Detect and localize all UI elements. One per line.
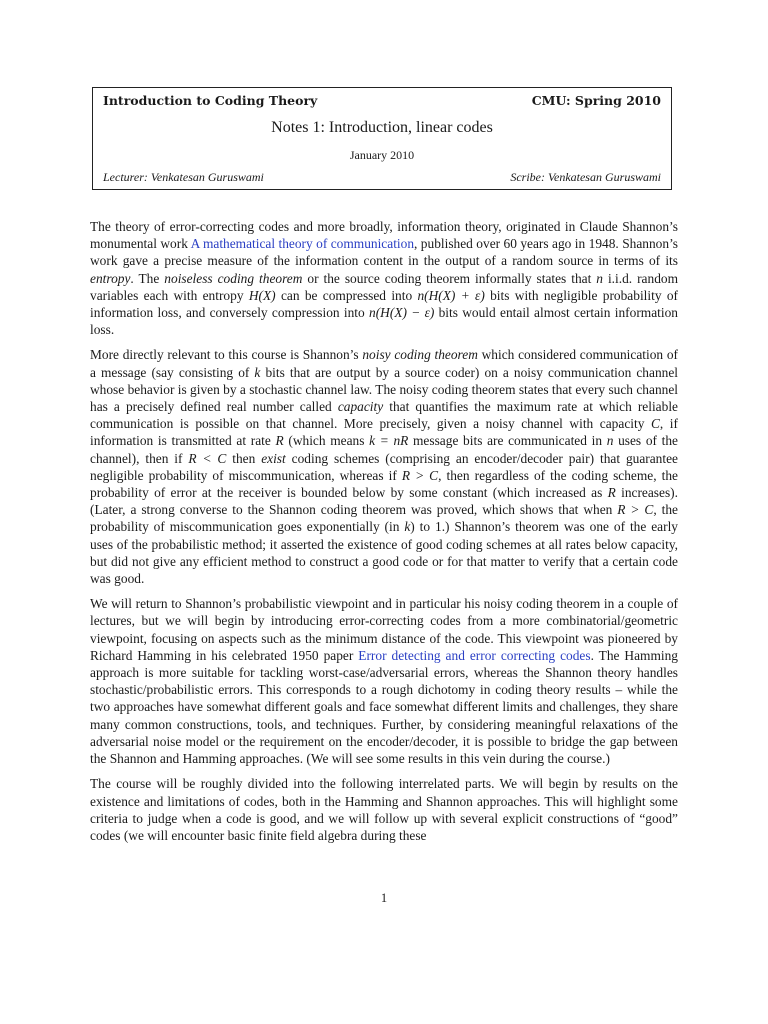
course-term: CMU: Spring 2010 <box>531 93 661 108</box>
lecture-header-box <box>92 87 672 190</box>
paragraph-2: More directly relevant to this course is Shannon’s noisy coding theorem which considered communication of a message (say consisting of k bits that are output by a source coder) on a noisy communication channel whose behavior is given by a stochastic channel law. The noisy coding theorem states that every such channel has a precisely defined real number called capacity that quantifies the maximum rate at which reliable communication is possible on that channel. More precisely, given a noisy channel with capacity C, if information is transmitted at rate R (which means k = nR message bits are communicated in n uses of the channel), then if R < C then exist coding schemes (comprising an encoder/decoder pair) that guarantee negligible probability of miscommunication, whereas if R > C, then regardless of the coding scheme, the probability of error at the receiver is bounded below by some constant (which increased as R increases). (Later, a strong converse to the Shannon coding theorem was proved, which shows that when R > C, the probability of miscommunication goes exponentially (in k) to 1.) Shannon’s theorem was one of the early uses of the probabilistic method; it asserted the existence of good coding schemes at all rates below capacity, but did not give any efficient method to construct a good code or for that matter to verify that a certain code was good. <box>90 347 679 587</box>
paragraph-3: We will return to Shannon’s probabilistic viewpoint and in particular his noisy coding theorem in a couple of lectures, but we will begin by introducing error-correcting codes from a more combinatorial/geometric viewpoint, focusing on aspects such as the minimum distance of the code. This viewpoint was pioneered by Richard Hamming in his celebrated 1950 paper Error detecting and error correcting codes. The Hamming approach is more suitable for tackling worst-case/adversarial errors, whereas the Shannon theory handles stochastic/probabilistic errors. This corresponds to a rough dichotomy in coding theory results – while the two approaches have somewhat different goals and face somewhat different limits and challenges, they share many common constructions, tools, and techniques. Further, by considering meaningful relaxations of the adversarial noise model or the requirement on the encoder/decoder, it is possible to bridge the gap between the Shannon and Hamming approaches. (We will see some results in this vein during the course.) <box>90 596 678 767</box>
link-hamming-paper[interactable]: Error detecting and error correcting codes <box>358 647 591 663</box>
notes-date: January 2010 <box>349 148 415 162</box>
header-bottom-row <box>103 170 661 185</box>
body-text <box>90 218 678 852</box>
header-top-row <box>103 93 661 108</box>
scribe: Scribe: Venkatesan Guruswami <box>510 170 661 184</box>
notes-title: Notes 1: Introduction, linear codes <box>271 119 493 136</box>
paragraph-4: The course will be roughly divided into the following interrelated parts. We will begin by results on the existence and limitations of codes, both in the Hamming and Shannon approaches. This will highlight some criteria to judge when a code is good, and we will follow up with several explicit constructions of “good” codes (we will encounter basic finite field algebra during these <box>90 776 678 843</box>
paragraph-1: The theory of error-correcting codes and more broadly, information theory, originated in Claude Shannon’s monumental work A mathematical theory of communication, published over 60 years ago in 1948. Shannon’s work gave a precise measure of the information content in the output of a random source in terms of its entropy. The noiseless coding theorem or the source coding theorem informally states that n i.i.d. random variables each with entropy H(X) can be compressed into n(H(X) + ε) bits with negligible probability of information loss, and conversely compression into n(H(X) − ε) bits would entail almost certain information loss. <box>90 219 679 338</box>
lecturer: Lecturer: Venkatesan Guruswami <box>103 170 264 184</box>
link-shannon-paper[interactable]: A mathematical theory of communication <box>190 236 415 252</box>
course-title: Introduction to Coding Theory <box>103 93 318 108</box>
page-number: 1 <box>380 891 388 905</box>
